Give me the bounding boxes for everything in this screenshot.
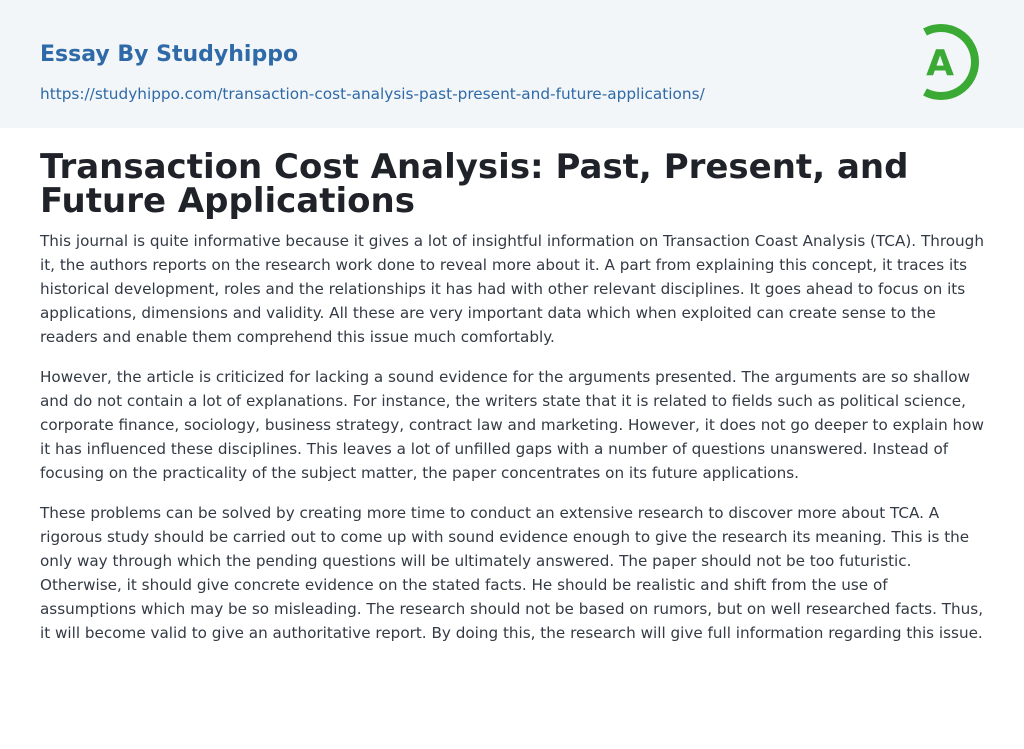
- page-url-link[interactable]: https://studyhippo.com/transaction-cost-analysis-past-present-and-future-applications/: [40, 85, 705, 103]
- site-header: [0, 0, 1024, 128]
- paragraph: These problems can be solved by creating more time to conduct an extensive research to discover more about TCA. A rigorous study should be carried out to come up with sound evidence enough to give the research its meaning. This is the only way through which the pending questions will be ultimately answered. The paper should not be too futuristic. Otherwise, it should give concrete evidence on the stated facts. He should be realistic and shift from the use of assumptions which may be so misleading. The research should not be based on rumors, but on well researched facts. Thus, it will become valid to give an authoritative report. By doing this, the research will give full information regarding this issue.: [40, 504, 984, 642]
- paragraph: However, the article is criticized for lacking a sound evidence for the arguments presented. The arguments are so shallow and do not contain a lot of explanations. For instance, the writers state that it is related to fields such as political science, corporate finance, sociology, business strategy, contract law and marketing. However, it does not go deeper to explain how it has influenced these disciplines. This leaves a lot of unfilled gaps with a number of questions unanswered. Instead of focusing on the practicality of the subject matter, the paper concentrates on its future applications.: [40, 368, 984, 482]
- studyhippo-logo-icon[interactable]: [912, 18, 986, 106]
- page-title: Transaction Cost Analysis: Past, Present, and Future Applications: [40, 147, 909, 221]
- site-brand[interactable]: Essay By Studyhippo: [40, 42, 299, 67]
- article-body: [40, 229, 986, 661]
- paragraph: This journal is quite informative because it gives a lot of insightful information on Transaction Coast Analysis (TCA). Through it, the authors reports on the research work done to reveal more about it. A part from explaining this concept, it traces its historical development, roles and the relationships it has had with other relevant disciplines. It goes ahead to focus on its applications, dimensions and validity. All these are very important data which when exploited can create sense to the readers and enable them comprehend this issue much comfortably.: [40, 232, 984, 346]
- logo-letter: A: [926, 43, 954, 84]
